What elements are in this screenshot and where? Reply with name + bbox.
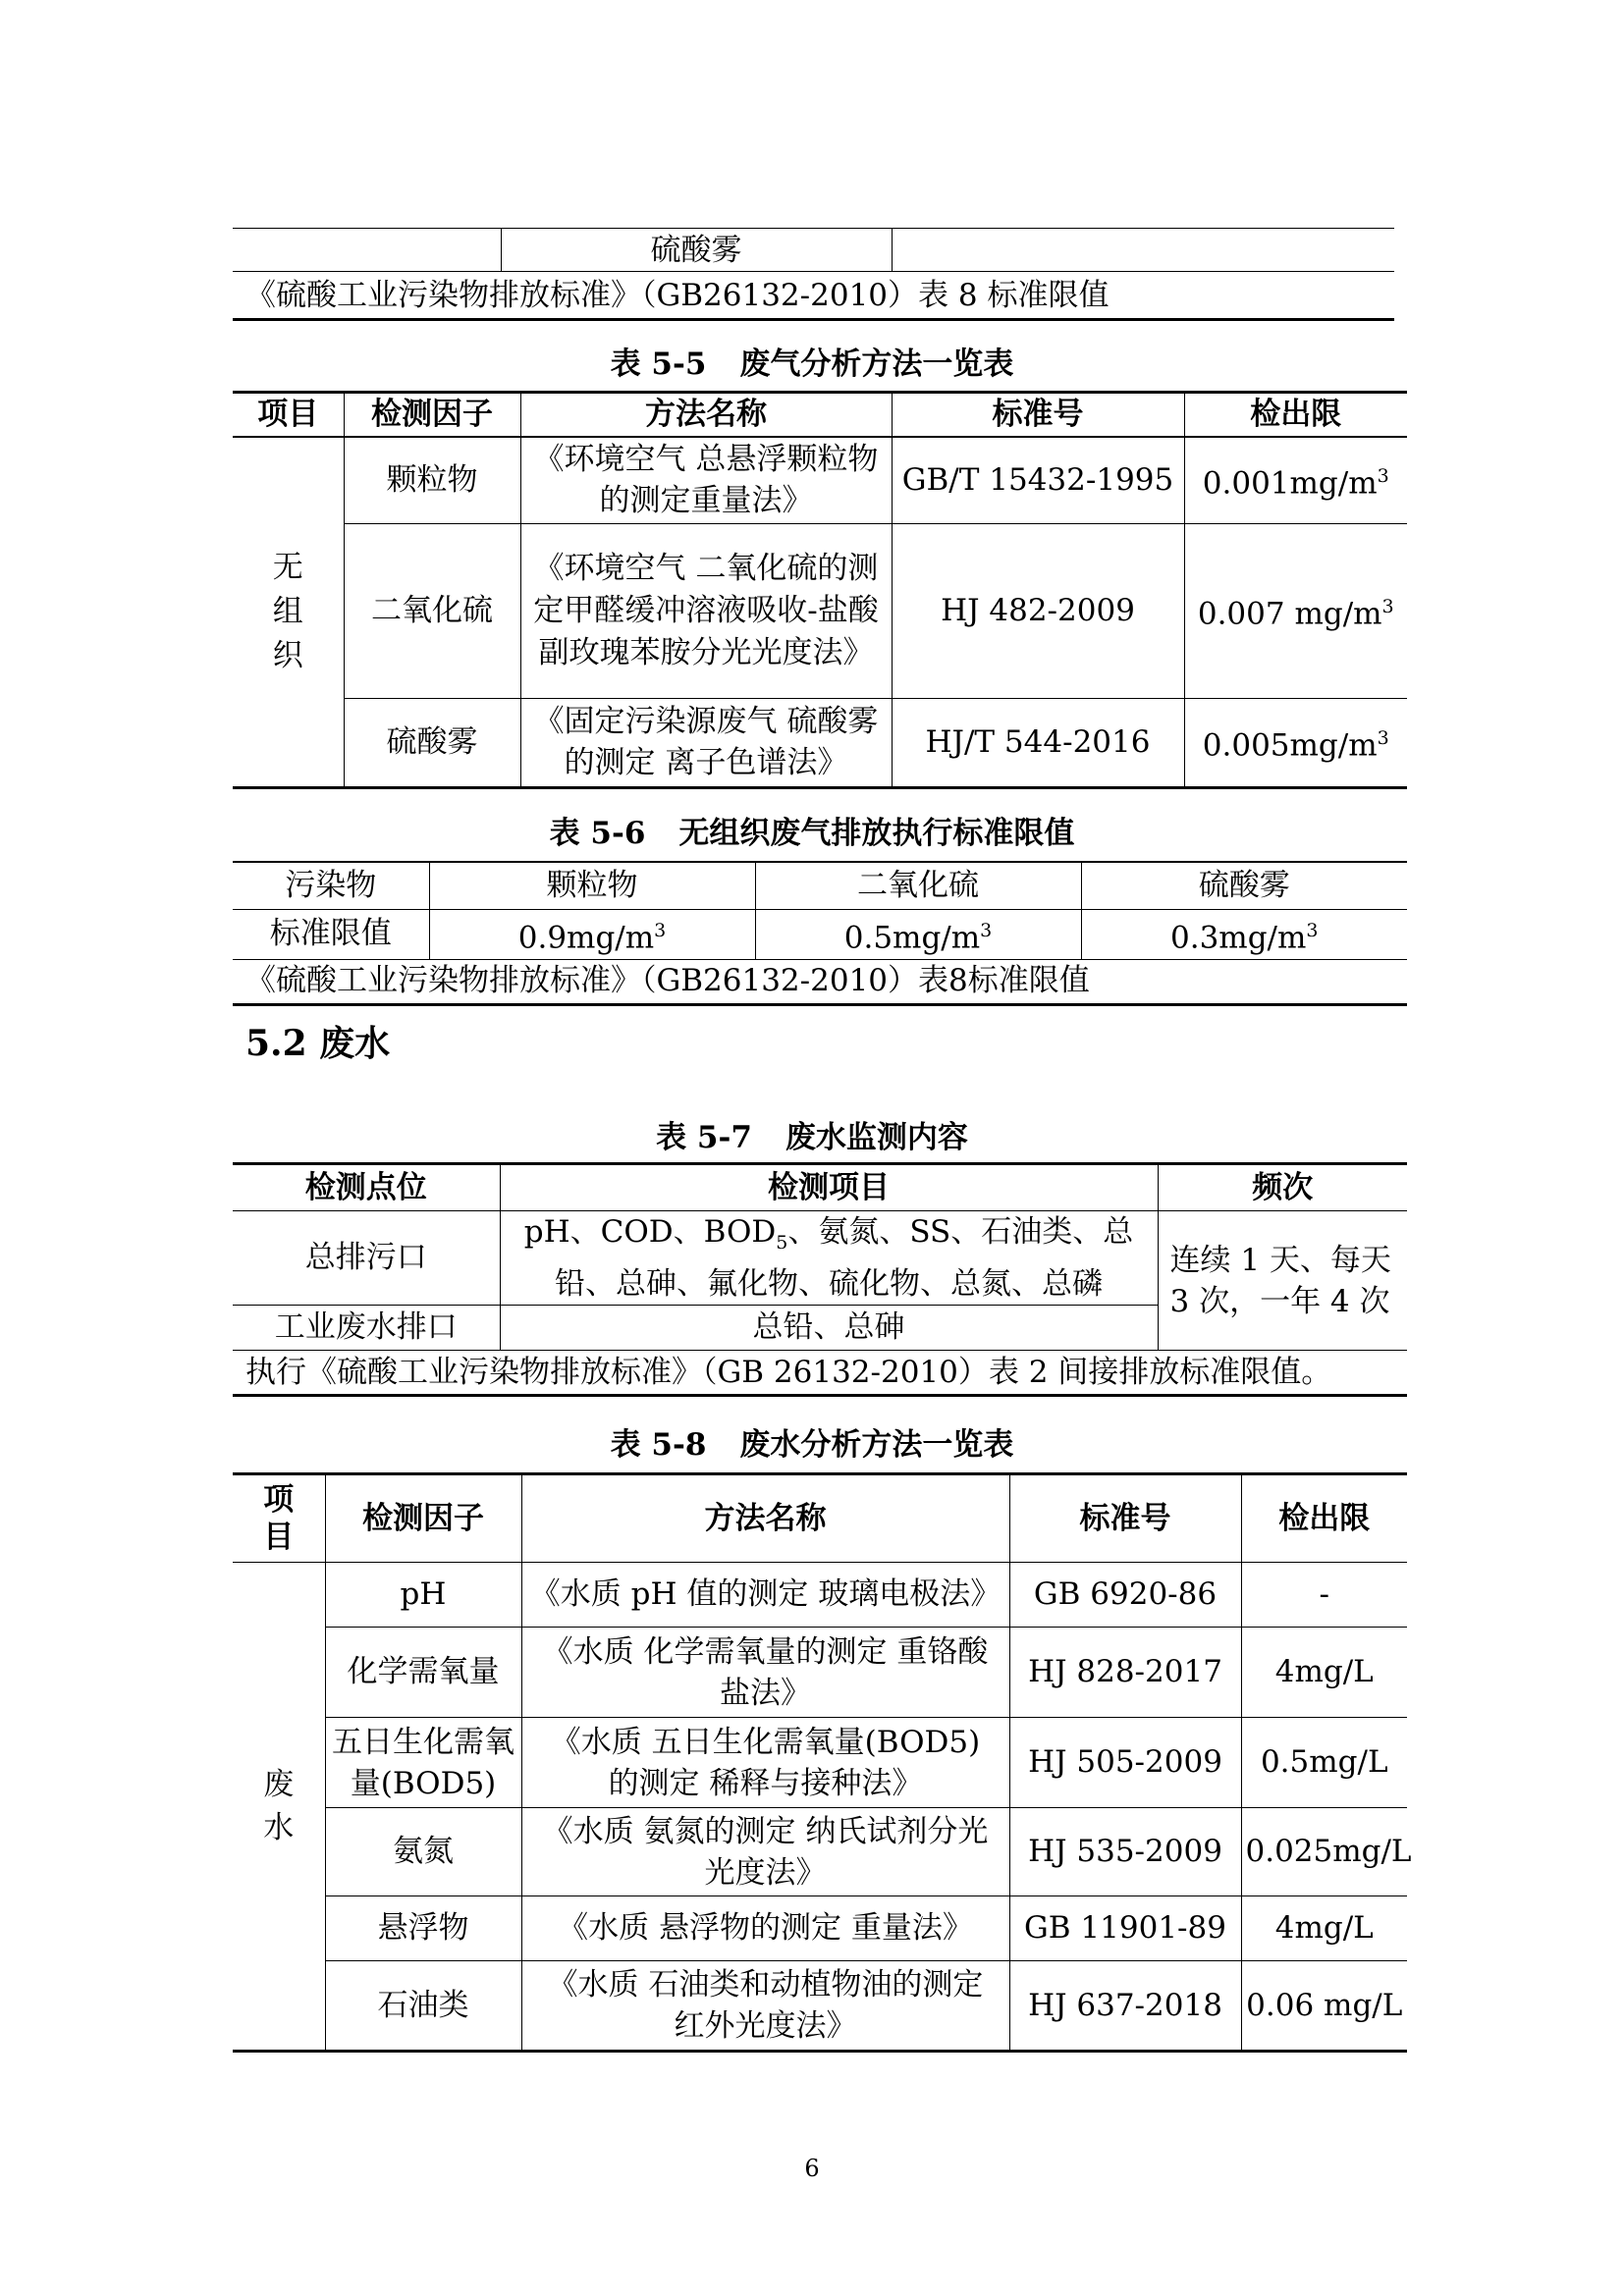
limit-cell: 4mg/L (1274, 1910, 1374, 1946)
table-caption (0, 344, 1624, 385)
col-header: 方法名称 (520, 393, 892, 438)
value-text: 0.5mg/m (843, 919, 981, 955)
limit-value: 0.005mg/m (1202, 727, 1378, 764)
table-5-7 (233, 1162, 1407, 1397)
limit-sup: 3 (1377, 726, 1389, 749)
col-header: 检测项目 (500, 1164, 1158, 1211)
table-rule (233, 228, 1394, 229)
table-row (233, 1961, 1407, 2052)
limit-cell: 0.025mg/L (1245, 1834, 1412, 1869)
value-sup: 3 (654, 919, 667, 941)
value-sup: 3 (1306, 919, 1319, 941)
table-caption (0, 1117, 1624, 1158)
items-sub: 5 (776, 1232, 788, 1255)
factor-cell: 氨氮 (325, 1808, 521, 1896)
table-cell: 硫酸雾 (650, 233, 742, 268)
caption-number: 表 5-8 (610, 1427, 707, 1463)
limit-cell (1184, 523, 1407, 698)
limit-cell: - (1319, 1576, 1329, 1612)
caption-title: 废气分析方法一览表 (739, 347, 1014, 382)
group-cell (233, 1563, 325, 2052)
table-rule (892, 228, 893, 271)
method-cell: 《水质 pH 值的测定 玻璃电极法》 (521, 1563, 1009, 1628)
col-header: 标准号 (892, 393, 1184, 438)
table-5-6 (233, 861, 1407, 1006)
col-header: 标准号 (1009, 1474, 1241, 1563)
items-cell: 总铅、总砷 (500, 1306, 1158, 1351)
table-caption (0, 813, 1624, 854)
table-row (233, 909, 1407, 959)
value-cell (429, 909, 755, 959)
table-note: 执行《硫酸工业污染物排放标准》（GB 26132-2010）表 2 间接排放标准限值。 (245, 1354, 1332, 1390)
row-header: 污染物 (233, 862, 429, 909)
col-header: 检出限 (1250, 397, 1342, 432)
table-5-5 (233, 391, 1407, 789)
value-text: 0.3mg/m (1170, 919, 1307, 955)
factor-cell: 化学需氧量 (325, 1628, 521, 1718)
items-cell (500, 1211, 1158, 1306)
col-header (233, 1474, 325, 1563)
point-cell: 总排污口 (233, 1211, 500, 1306)
caption-title: 无组织废气排放执行标准限值 (678, 816, 1075, 851)
col-header: 检测因子 (344, 393, 520, 438)
limit-sup: 3 (1377, 465, 1389, 488)
limit-sup: 3 (1381, 595, 1394, 617)
table-row (233, 1563, 1407, 1628)
method-cell: 《水质 石油类和动植物油的测定 红外光度法》 (521, 1961, 1009, 2052)
table-5-8 (233, 1472, 1412, 2053)
table-row (233, 523, 1407, 698)
factor-cell: 二氧化硫 (344, 523, 520, 698)
limit-cell (1184, 698, 1407, 787)
page-number: 6 (804, 2155, 820, 2182)
std-cell: HJ 535-2009 (1009, 1808, 1241, 1896)
value-text: 0.9mg/m (517, 919, 655, 955)
std-cell: HJ 482-2009 (892, 523, 1184, 698)
std-cell: HJ 637-2018 (1009, 1961, 1241, 2052)
factor-cell: 五日生化需氧量(BOD5) (325, 1718, 521, 1808)
std-cell: HJ/T 544-2016 (892, 698, 1184, 787)
limit-cell: 0.5mg/L (1260, 1744, 1388, 1780)
caption-number: 表 5-5 (610, 347, 707, 382)
point-cell: 工业废水排口 (233, 1306, 500, 1351)
table-note: 《硫酸工业污染物排放标准》（GB26132-2010）表8标准限值 (245, 963, 1090, 999)
caption-title: 废水监测内容 (785, 1120, 968, 1155)
caption-number: 表 5-7 (656, 1120, 752, 1155)
limit-value: 0.001mg/m (1202, 465, 1378, 502)
col-header: 颗粒物 (429, 862, 755, 909)
std-cell: HJ 828-2017 (1009, 1628, 1241, 1718)
group-label: 无组织 (272, 549, 303, 673)
col-header: 项目 (233, 393, 344, 438)
group-label: 废水 (263, 1767, 295, 1845)
table-row (233, 1628, 1407, 1718)
std-cell: GB 6920-86 (1009, 1563, 1241, 1628)
table-row (233, 1896, 1407, 1961)
table-row (233, 698, 1407, 787)
method-cell: 《环境空气 总悬浮颗粒物的测定重量法》 (520, 437, 892, 523)
limit-cell (1184, 437, 1407, 523)
items-text: 、氨氮、SS、石油类、总铅、总砷、氟化物、硫化物、总氮、总磷 (555, 1214, 1134, 1303)
table-rule (233, 318, 1394, 321)
col-header: 方法名称 (521, 1474, 1009, 1563)
factor-cell: 硫酸雾 (344, 698, 520, 787)
table-row (233, 1351, 1407, 1396)
method-cell: 《水质 化学需氧量的测定 重铬酸盐法》 (521, 1628, 1009, 1718)
table-rule (233, 271, 1394, 272)
table-note: 《硫酸工业污染物排放标准》（GB26132-2010）表 8 标准限值 (245, 278, 1110, 313)
caption-number: 表 5-6 (549, 816, 646, 851)
factor-cell: 石油类 (325, 1961, 521, 2052)
limit-cell: 0.06 mg/L (1246, 1987, 1403, 2023)
method-cell: 《固定污染源废气 硫酸雾的测定 离子色谱法》 (520, 698, 892, 787)
limit-cell: 4mg/L (1274, 1654, 1374, 1689)
freq-cell: 连续 1 天、每天 3 次，一年 4 次 (1169, 1242, 1391, 1319)
row-header: 标准限值 (233, 909, 429, 959)
col-header: 硫酸雾 (1198, 867, 1290, 903)
section-title: 5.2 废水 (245, 1023, 391, 1064)
method-cell: 《水质 五日生化需氧量(BOD5)的测定 稀释与接种法》 (521, 1718, 1009, 1808)
col-header: 二氧化硫 (755, 862, 1081, 909)
col-header: 检出限 (1278, 1500, 1371, 1536)
std-cell: GB/T 15432-1995 (892, 437, 1184, 523)
factor-cell: 悬浮物 (325, 1896, 521, 1961)
std-cell: HJ 505-2009 (1009, 1718, 1241, 1808)
method-cell: 《环境空气 二氧化硫的测定甲醛缓冲溶液吸收-盐酸副玫瑰苯胺分光光度法》 (520, 523, 892, 698)
table-row (233, 1808, 1407, 1896)
table-row (233, 1211, 1407, 1306)
value-cell (1081, 909, 1407, 959)
table-row (233, 1718, 1407, 1808)
factor-cell: 颗粒物 (344, 437, 520, 523)
method-cell: 《水质 氨氮的测定 纳氏试剂分光光度法》 (521, 1808, 1009, 1896)
col-header: 检测因子 (325, 1474, 521, 1563)
group-cell (233, 437, 344, 787)
caption-title: 废水分析方法一览表 (739, 1427, 1014, 1463)
limit-value: 0.007 mg/m (1197, 596, 1382, 632)
col-header-text: 项目 (263, 1482, 295, 1555)
items-text: pH、COD、BOD (523, 1214, 777, 1250)
col-header: 频次 (1252, 1169, 1314, 1205)
std-cell: GB 11901-89 (1009, 1896, 1241, 1961)
col-header: 检测点位 (233, 1164, 500, 1211)
table-row (233, 959, 1407, 1004)
table-row (233, 437, 1407, 523)
value-cell (755, 909, 1081, 959)
value-sup: 3 (980, 919, 993, 941)
table-caption (0, 1424, 1624, 1466)
method-cell: 《水质 悬浮物的测定 重量法》 (521, 1896, 1009, 1961)
factor-cell: pH (325, 1563, 521, 1628)
